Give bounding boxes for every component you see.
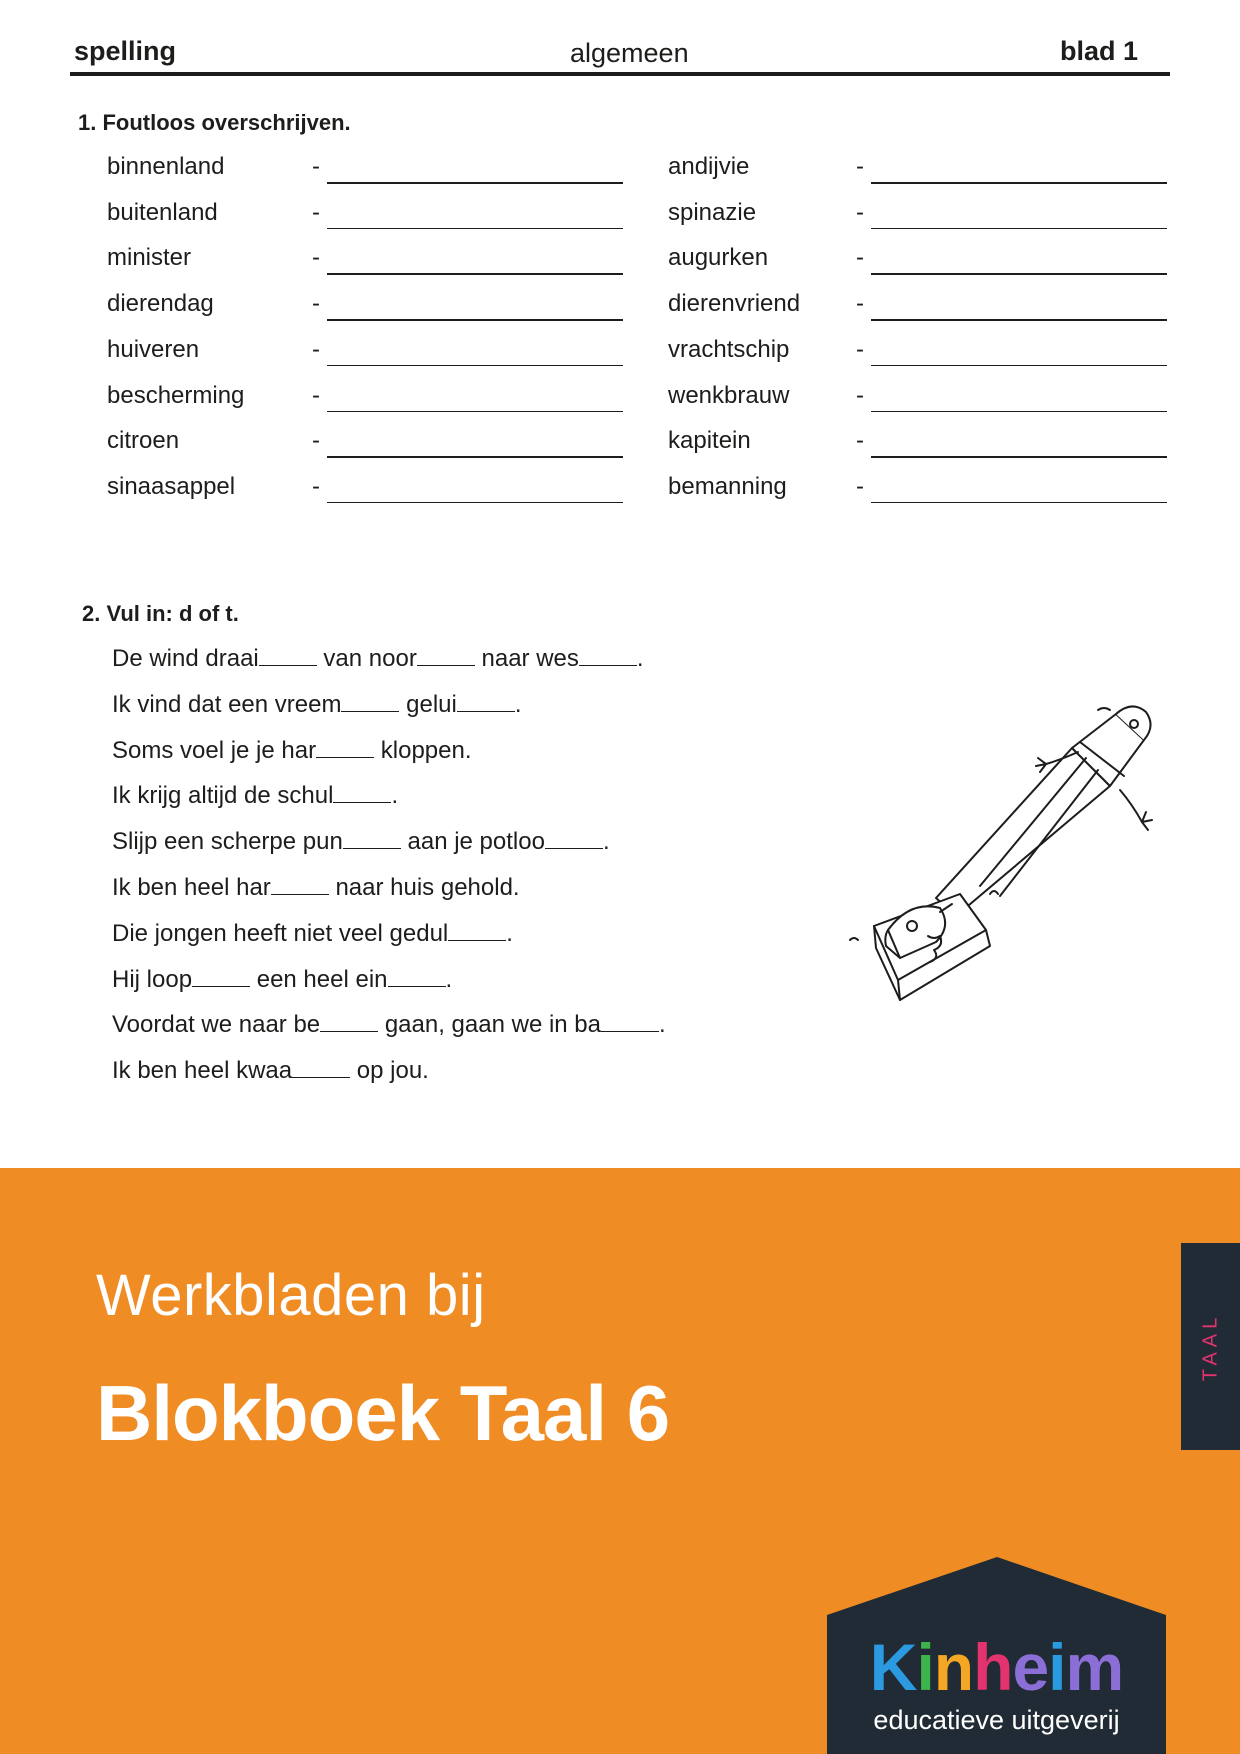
copy-word: kapitein [668, 427, 751, 455]
copy-word: dierenvriend [668, 290, 801, 318]
pencil-sharpener-illustration [840, 690, 1170, 1010]
sentence-text: . [514, 690, 522, 718]
fill-in-sentence [112, 737, 472, 765]
answer-blank[interactable] [292, 1057, 350, 1078]
sentence-text: naar huis gehold. [328, 874, 520, 901]
answer-blank[interactable] [271, 874, 329, 895]
copy-word: spinazie [668, 198, 757, 226]
copy-row-left [107, 336, 627, 372]
logo-letter: K [869, 1630, 917, 1704]
logo-tagline: educatieve uitgeverij [873, 1705, 1120, 1735]
copy-word: binnenland [107, 153, 225, 180]
dash: - [312, 290, 320, 318]
topic-label: algemeen [570, 38, 689, 68]
fill-in-sentence [112, 1057, 429, 1085]
dash: - [856, 290, 864, 318]
sentence-text: . [506, 919, 513, 947]
sentence-text: gaan, gaan we in ba [378, 1011, 601, 1039]
logo-wordmark [827, 1629, 1166, 1705]
dash: - [312, 244, 320, 272]
copy-row-right [668, 199, 1188, 235]
dash: - [856, 153, 864, 180]
copy-word: citroen [107, 427, 180, 455]
answer-line[interactable] [327, 228, 623, 230]
copy-row-right [668, 336, 1188, 372]
dash: - [856, 381, 864, 409]
answer-line[interactable] [871, 228, 1167, 230]
side-tab-label: TAAL [1199, 1312, 1221, 1381]
answer-blank[interactable] [192, 966, 250, 987]
copy-row-right [668, 244, 1188, 280]
logo-letter: n [933, 1630, 974, 1704]
answer-line[interactable] [871, 411, 1167, 413]
copy-row-left [107, 427, 627, 463]
sheet-number: blad 1 [1060, 36, 1139, 66]
dash: - [312, 427, 320, 455]
banner-title: Blokboek Taal 6 [96, 1369, 670, 1457]
copy-word: huiveren [107, 335, 200, 363]
answer-line[interactable] [327, 456, 623, 458]
answer-line[interactable] [327, 182, 623, 184]
fill-in-sentence [112, 1011, 666, 1039]
copy-row-left [107, 153, 627, 189]
answer-line[interactable] [327, 273, 623, 275]
logo-letter: i [916, 1630, 934, 1704]
sentence-text: De wind draai [112, 645, 259, 672]
sentence-text: naar wes [474, 645, 579, 672]
answer-line[interactable] [871, 319, 1167, 321]
copy-row-left [107, 244, 627, 280]
sentence-text: op jou. [350, 1057, 429, 1085]
logo-letter: e [1012, 1630, 1049, 1704]
sentence-text: Ik vind dat een vreem [112, 690, 342, 718]
copy-row-left [107, 473, 627, 509]
answer-line[interactable] [871, 182, 1167, 184]
answer-blank[interactable] [579, 645, 637, 666]
copy-word: bemanning [668, 472, 787, 500]
answer-line[interactable] [327, 502, 623, 504]
copy-word: sinaasappel [107, 472, 236, 500]
answer-blank[interactable] [259, 645, 317, 666]
logo-letter: i [1048, 1630, 1066, 1704]
answer-blank[interactable] [388, 966, 446, 987]
dash: - [312, 335, 320, 363]
sentence-text: . [602, 828, 610, 856]
sentence-text: gelui [399, 690, 457, 718]
header-divider [70, 72, 1170, 76]
answer-line[interactable] [871, 273, 1167, 275]
exercise-1-title: 1. Foutloos overschrijven. [78, 110, 351, 135]
dash: - [312, 153, 320, 180]
answer-blank[interactable] [320, 1011, 378, 1032]
dash: - [312, 198, 320, 226]
copy-row-left [107, 382, 627, 418]
answer-line[interactable] [871, 502, 1167, 504]
answer-blank[interactable] [545, 828, 603, 849]
answer-line[interactable] [327, 365, 623, 367]
logo-letter: m [1065, 1630, 1124, 1704]
dash: - [856, 472, 864, 500]
copy-word: vrachtschip [668, 335, 790, 363]
copy-word: augurken [668, 244, 769, 272]
copy-word: dierendag [107, 290, 214, 318]
fill-in-sentence [112, 874, 520, 902]
answer-blank[interactable] [601, 1011, 659, 1032]
answer-blank[interactable] [457, 691, 515, 712]
copy-word: buitenland [107, 198, 218, 226]
answer-line[interactable] [871, 365, 1167, 367]
banner-subtitle: Werkbladen bij [96, 1263, 486, 1328]
dash: - [856, 427, 864, 455]
sentence-text: kloppen. [374, 736, 472, 764]
copy-row-left [107, 199, 627, 235]
fill-in-sentence [112, 966, 452, 994]
dash: - [856, 335, 864, 363]
dash: - [312, 472, 320, 500]
sentence-text: Hij loop [112, 965, 193, 993]
answer-line[interactable] [327, 411, 623, 413]
fill-in-sentence [112, 920, 513, 948]
copy-row-right [668, 427, 1188, 463]
answer-blank[interactable] [316, 737, 374, 758]
answer-line[interactable] [327, 319, 623, 321]
dash: - [856, 198, 864, 226]
answer-blank[interactable] [417, 645, 475, 666]
dash: - [312, 381, 320, 409]
copy-row-right [668, 153, 1188, 189]
sentence-text: Ik ben heel kwaa [112, 1057, 293, 1085]
sentence-text: Soms voel je je har [112, 736, 317, 764]
answer-line[interactable] [871, 456, 1167, 458]
answer-blank[interactable] [343, 828, 401, 849]
publisher-logo [827, 1557, 1166, 1754]
dash: - [856, 244, 864, 272]
sentence-text: . [636, 645, 644, 672]
copy-row-left [107, 290, 627, 326]
fill-in-sentence [112, 645, 644, 673]
sentence-text: Ik ben heel har [112, 874, 271, 901]
sentence-text: . [659, 1011, 666, 1039]
sentence-text: Die jongen heeft niet veel gedul [112, 919, 449, 947]
fill-in-sentence [112, 691, 522, 719]
copy-word: bescherming [107, 381, 245, 409]
sentence-text: Voordat we naar be [112, 1011, 321, 1039]
copy-word: minister [107, 244, 192, 272]
sentence-text: een heel ein [250, 965, 388, 993]
copy-row-right [668, 290, 1188, 326]
answer-blank[interactable] [341, 691, 399, 712]
fill-in-sentence [112, 782, 398, 810]
answer-blank[interactable] [333, 782, 391, 803]
sentence-text: van noor [316, 645, 417, 672]
exercise-2-title: 2. Vul in: d of t. [82, 601, 239, 626]
answer-blank[interactable] [448, 920, 506, 941]
fill-in-sentence [112, 828, 610, 856]
copy-row-right [668, 473, 1188, 509]
copy-word: andijvie [668, 153, 750, 180]
sentence-text: Ik krijg altijd de schul [112, 782, 334, 810]
sentence-text: aan je potloo [400, 828, 545, 856]
sentence-text: . [391, 782, 399, 810]
sentence-text: . [445, 965, 453, 993]
sentence-text: Slijp een scherpe pun [112, 828, 343, 856]
subject-label: spelling [74, 36, 177, 66]
copy-row-right [668, 382, 1188, 418]
side-tab [1181, 1243, 1240, 1450]
logo-letter: h [973, 1630, 1013, 1704]
copy-word: wenkbrauw [668, 381, 790, 409]
